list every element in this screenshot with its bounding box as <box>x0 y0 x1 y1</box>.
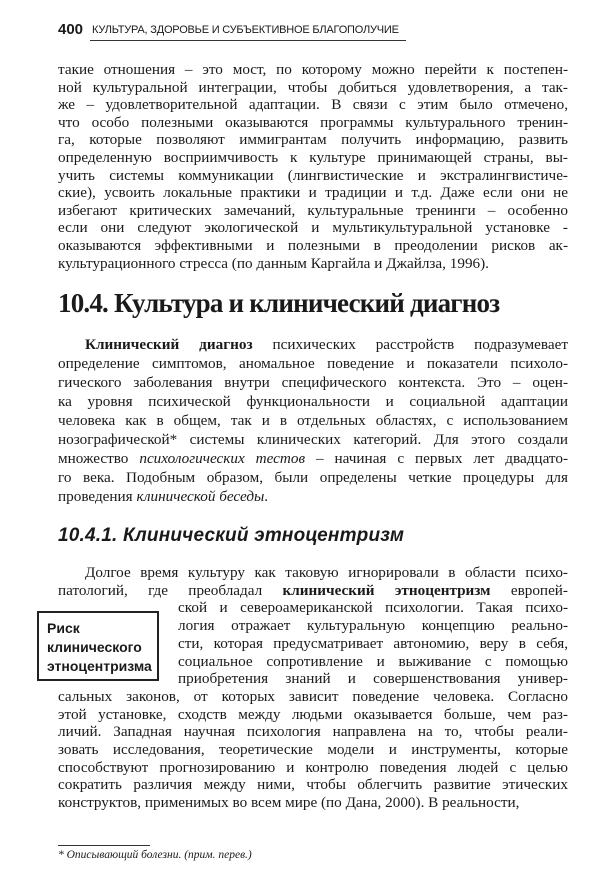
text-line <box>58 237 568 255</box>
text-segment: . <box>264 488 269 505</box>
text-line <box>58 61 568 79</box>
text-line <box>178 653 568 671</box>
header-rule <box>90 40 406 41</box>
text-segment: сальных законов, от которых зависит поведение человека. Согласно <box>58 687 568 705</box>
text-line <box>58 706 568 724</box>
text-line <box>178 670 568 688</box>
text-segment: ской и североамериканской психологии. Такая психо- <box>178 599 568 617</box>
text-segment: европей- <box>490 581 568 599</box>
italic-term: психологических тестов <box>139 450 306 467</box>
text-segment: нозографической* системы клинических категорий. Для этого создали <box>58 431 568 448</box>
text-line <box>85 336 568 354</box>
text-segment: логия отражает культуральную концепцию реально- <box>178 617 568 635</box>
text-segment: человека как в общем, так и в отдельных областях, с использованием <box>58 412 568 429</box>
text-segment: проведения <box>58 488 137 505</box>
margin-note-line: Риск <box>47 620 80 636</box>
text-segment: же – удовлетворительной адаптации. В связи с этим было отмечено, <box>58 96 568 114</box>
text-segment: социальное сопротивление и выживание с помощью <box>178 652 568 670</box>
margin-note-box <box>37 611 159 681</box>
text-segment: приобретения знаний и совершенствования универ- <box>178 670 568 688</box>
text-line <box>85 564 568 582</box>
text-line <box>58 114 568 132</box>
text-segment: ка уровня психической функциональности и социальной адаптации <box>58 393 568 410</box>
text-line <box>58 131 568 149</box>
text-line <box>58 149 568 167</box>
margin-note-line: клинического <box>47 639 142 655</box>
bold-term: Клинический диагноз <box>85 336 253 353</box>
text-segment: Долгое время культуру как таковую игнорировали в области психо- <box>85 564 568 581</box>
text-segment: личий. Западная научная психология направлена на то, чтобы реали- <box>58 723 568 741</box>
text-segment: гического заболевания внутри специфического контекста. Это – оцен- <box>58 374 568 391</box>
text-line <box>58 431 568 449</box>
subsection-heading: 10.4.1. Клинический этноцентризм <box>58 525 405 546</box>
text-segment: сократить различия между ними, чтобы облегчить развитие этических <box>58 776 568 794</box>
text-segment: учить системы коммуникации (лингвистические и экстралингвистиче- <box>58 166 568 184</box>
text-segment: если они следуют экологической и мультикультуральной установке - <box>58 219 568 237</box>
text-line <box>58 96 568 114</box>
text-line <box>58 488 568 506</box>
text-segment: – начиная с первых лет двадцато- <box>305 450 569 467</box>
text-segment: определение симптомов, аномальное поведение и показатели психоло- <box>58 355 568 372</box>
text-line <box>58 741 568 759</box>
footnote-rule <box>58 845 150 846</box>
text-line <box>58 688 568 706</box>
text-segment: множество <box>58 450 140 467</box>
text-line <box>178 617 568 635</box>
text-line <box>58 450 568 468</box>
text-segment: оказываются эффективными и полезными в преодолении рисков ак- <box>58 237 568 254</box>
text-line <box>58 412 568 430</box>
text-segment: ной культуральной интеграции, чтобы добиться удовлетворения, а так- <box>58 78 568 96</box>
text-line <box>178 635 568 653</box>
text-line <box>58 202 568 220</box>
text-segment: га, которые позволяют иммигрантам получить информацию, развить <box>58 131 568 149</box>
text-segment: го века. Подобным образом, были определены четкие процедуры для <box>58 469 568 486</box>
text-line <box>58 469 568 487</box>
text-segment: ские), усвоить локальные практики и традиции и т.д. Даже если они не <box>58 184 568 202</box>
text-segment: определенную восприимчивость к культуре принимающей страны, вы- <box>58 149 568 166</box>
bold-term: клинический этноцентризм <box>282 581 491 599</box>
text-line <box>58 355 568 373</box>
margin-note-line: этноцентризма <box>47 658 152 674</box>
text-line <box>58 776 568 794</box>
italic-term: клинической беседы <box>136 488 265 505</box>
text-segment: зовать исследования, теоретические модели и инструменты, которые <box>58 741 568 758</box>
text-line <box>178 599 568 617</box>
text-segment: конструктов, применимых во всем мире (по Дана, 2000). В реальности, <box>58 794 520 812</box>
text-segment: культурационного стресса (по данным Каргайла и Джайлза, 1996). <box>58 254 489 272</box>
text-segment: что особо полезными оказываются программы культурального тренин- <box>58 113 568 131</box>
text-segment: способствуют прогнозированию и контролю поведения людей с целью <box>58 758 568 776</box>
section-heading: 10.4. Культура и клинический диагноз <box>58 288 500 318</box>
text-line <box>58 79 568 97</box>
text-line <box>58 167 568 185</box>
text-segment: этой установке, сходств между людьми оказывается больше, чем раз- <box>58 705 568 723</box>
page-number: 400 <box>58 21 84 38</box>
text-line <box>58 374 568 392</box>
text-line <box>58 393 568 411</box>
text-line <box>58 723 568 741</box>
text-line <box>58 184 568 202</box>
text-segment: такие отношения – это мост, по которому можно перейти к постепен- <box>58 61 568 78</box>
running-title: КУЛЬТУРА, ЗДОРОВЬЕ И СУБЪЕКТИВНОЕ БЛАГОПОЛУЧИЕ <box>92 24 399 36</box>
text-line <box>58 759 568 777</box>
text-line <box>58 219 568 237</box>
text-segment: психических расстройств подразумевает <box>252 336 568 353</box>
text-segment: сти, которая предусматривает автономию, веру в себя, <box>178 634 568 652</box>
text-line <box>58 794 568 812</box>
footnote: * Описывающий болезни. (прим. перев.) <box>58 849 252 861</box>
text-segment: избегают критических замечаний, культуральные тренинги – особенно <box>58 201 568 219</box>
text-segment: патологий, где преобладал <box>58 581 283 599</box>
text-line <box>58 582 568 600</box>
text-line <box>58 255 568 273</box>
